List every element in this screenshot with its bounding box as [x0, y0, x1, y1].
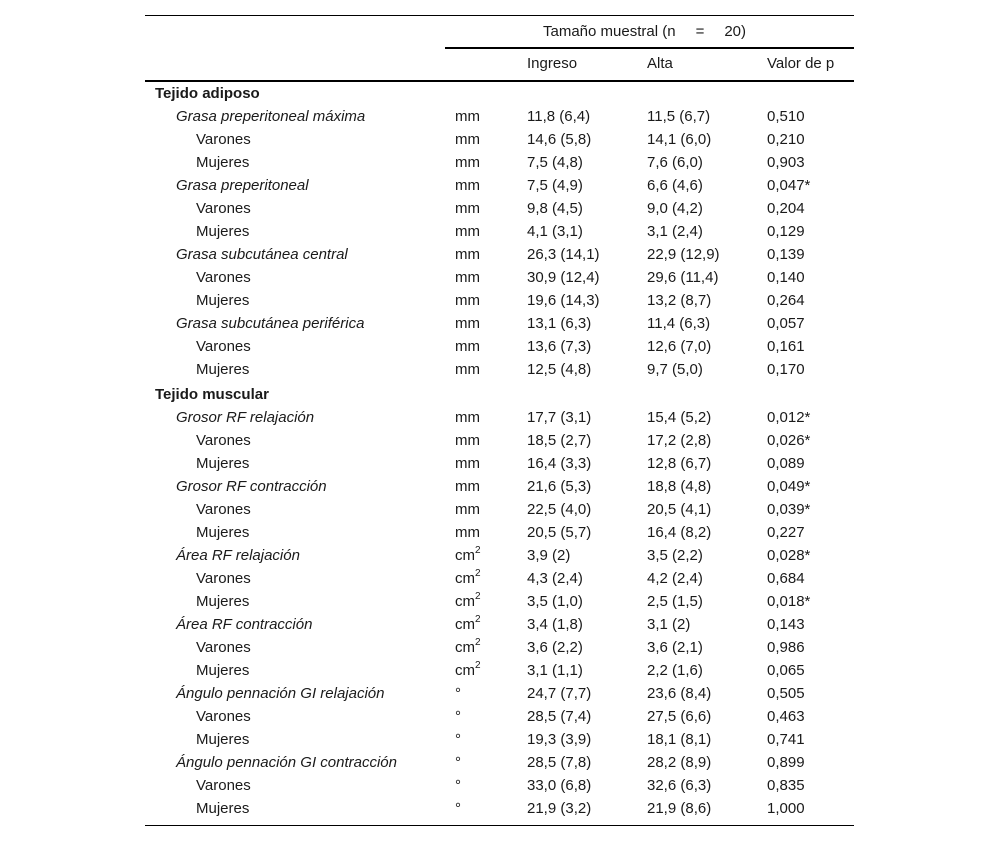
p-value: 0,039*	[767, 501, 811, 518]
variable-label: Área RF relajación	[176, 547, 300, 564]
unit-text: cm	[455, 616, 475, 633]
unit-text: mm	[455, 409, 480, 426]
ingreso-value: 12,5 (4,8)	[527, 361, 592, 378]
unit-text: mm	[455, 455, 480, 472]
unit-cell	[455, 269, 480, 287]
unit-superscript: 2	[475, 637, 481, 648]
p-value: 0,143	[767, 616, 805, 633]
unit-text: mm	[455, 108, 480, 125]
unit-cell	[455, 731, 461, 749]
subgroup-label: Varones	[196, 131, 251, 148]
subgroup-label: Varones	[196, 639, 251, 656]
unit-superscript: 2	[475, 545, 481, 556]
p-value: 0,210	[767, 131, 805, 148]
subgroup-label: Varones	[196, 570, 251, 587]
ingreso-value: 14,6 (5,8)	[527, 131, 592, 148]
variable-label: Ángulo pennación GI relajación	[176, 685, 385, 702]
unit-text: °	[455, 754, 461, 771]
p-value: 0,505	[767, 685, 805, 702]
p-value: 0,057	[767, 315, 805, 332]
ingreso-value: 7,5 (4,9)	[527, 177, 583, 194]
unit-text: mm	[455, 361, 480, 378]
ingreso-value: 4,1 (3,1)	[527, 223, 583, 240]
sample-size-label: Tamaño muestral (n	[543, 23, 676, 40]
p-value: 0,129	[767, 223, 805, 240]
unit-text: °	[455, 708, 461, 725]
ingreso-value: 22,5 (4,0)	[527, 501, 592, 518]
unit-text: °	[455, 777, 461, 794]
ingreso-value: 17,7 (3,1)	[527, 409, 592, 426]
ingreso-value: 4,3 (2,4)	[527, 570, 583, 587]
subgroup-label: Mujeres	[196, 154, 250, 171]
unit-superscript: 2	[475, 660, 481, 671]
variable-label: Área RF contracción	[176, 616, 313, 633]
alta-value: 12,8 (6,7)	[647, 455, 712, 472]
unit-text: mm	[455, 292, 480, 309]
section-heading: Tejido muscular	[155, 386, 269, 403]
unit-text: cm	[455, 593, 475, 610]
unit-text: mm	[455, 246, 480, 263]
subgroup-label: Mujeres	[196, 361, 250, 378]
ingreso-value: 21,9 (3,2)	[527, 800, 592, 817]
unit-text: mm	[455, 223, 480, 240]
variable-label: Grosor RF relajación	[176, 409, 315, 426]
subgroup-label: Mujeres	[196, 593, 250, 610]
alta-value: 4,2 (2,4)	[647, 570, 703, 587]
unit-cell	[455, 131, 480, 149]
p-value: 0,170	[767, 361, 805, 378]
p-value: 0,835	[767, 777, 805, 794]
sample-size-equals: =	[695, 23, 705, 40]
ingreso-value: 11,8 (6,4)	[527, 108, 591, 125]
alta-value: 3,1 (2,4)	[647, 223, 703, 240]
p-value: 0,986	[767, 639, 805, 656]
unit-text: cm	[455, 570, 475, 587]
unit-cell	[455, 455, 480, 473]
ingreso-value: 9,8 (4,5)	[527, 200, 583, 217]
section-heading: Tejido adiposo	[155, 85, 260, 102]
alta-value: 18,1 (8,1)	[647, 731, 712, 748]
alta-value: 27,5 (6,6)	[647, 708, 712, 725]
ingreso-value: 26,3 (14,1)	[527, 246, 600, 263]
ingreso-value: 3,5 (1,0)	[527, 593, 583, 610]
alta-value: 17,2 (2,8)	[647, 432, 712, 449]
header-group-rule	[445, 47, 854, 49]
ingreso-value: 3,6 (2,2)	[527, 639, 583, 656]
alta-value: 3,6 (2,1)	[647, 639, 703, 656]
unit-cell	[455, 223, 480, 241]
header-bottom-rule	[145, 80, 854, 82]
ingreso-value: 13,6 (7,3)	[527, 338, 592, 355]
unit-text: mm	[455, 154, 480, 171]
unit-text: °	[455, 800, 461, 817]
p-value: 0,018*	[767, 593, 811, 610]
ingreso-value: 21,6 (5,3)	[527, 478, 592, 495]
unit-cell	[455, 108, 480, 126]
p-value: 0,140	[767, 269, 805, 286]
p-value: 1,000	[767, 800, 805, 817]
unit-text: mm	[455, 478, 480, 495]
unit-cell	[455, 685, 461, 703]
p-value: 0,026*	[767, 432, 811, 449]
subgroup-label: Mujeres	[196, 292, 250, 309]
unit-cell	[455, 800, 461, 818]
alta-value: 16,4 (8,2)	[647, 524, 712, 541]
alta-value: 11,4 (6,3)	[647, 315, 711, 332]
ingreso-value: 18,5 (2,7)	[527, 432, 592, 449]
alta-value: 13,2 (8,7)	[647, 292, 712, 309]
unit-cell	[455, 501, 480, 519]
unit-text: mm	[455, 432, 480, 449]
alta-value: 14,1 (6,0)	[647, 131, 712, 148]
alta-value: 28,2 (8,9)	[647, 754, 712, 771]
p-value: 0,899	[767, 754, 805, 771]
ingreso-value: 28,5 (7,8)	[527, 754, 592, 771]
unit-cell	[455, 409, 480, 427]
p-value: 0,139	[767, 246, 805, 263]
alta-value: 2,2 (1,6)	[647, 662, 703, 679]
ingreso-value: 19,6 (14,3)	[527, 292, 600, 309]
subgroup-label: Mujeres	[196, 731, 250, 748]
unit-text: mm	[455, 269, 480, 286]
unit-superscript: 2	[475, 591, 481, 602]
alta-value: 12,6 (7,0)	[647, 338, 712, 355]
unit-cell	[455, 708, 461, 726]
unit-cell	[455, 246, 480, 264]
unit-text: mm	[455, 200, 480, 217]
ingreso-value: 13,1 (6,3)	[527, 315, 592, 332]
unit-cell	[455, 154, 480, 172]
p-value: 0,161	[767, 338, 805, 355]
unit-cell	[455, 315, 480, 333]
ingreso-value: 30,9 (12,4)	[527, 269, 600, 286]
p-value: 0,012*	[767, 409, 811, 426]
top-rule	[145, 15, 854, 16]
alta-value: 15,4 (5,2)	[647, 409, 712, 426]
p-value: 0,204	[767, 200, 805, 217]
unit-text: mm	[455, 177, 480, 194]
unit-text: °	[455, 685, 461, 702]
unit-cell	[455, 639, 481, 657]
unit-cell	[455, 616, 481, 634]
ingreso-value: 3,4 (1,8)	[527, 616, 583, 633]
p-value: 0,227	[767, 524, 805, 541]
alta-value: 3,1 (2)	[647, 616, 691, 633]
ingreso-value: 19,3 (3,9)	[527, 731, 592, 748]
subgroup-label: Varones	[196, 432, 251, 449]
unit-cell	[455, 547, 481, 565]
unit-cell	[455, 593, 481, 611]
variable-label: Grasa subcutánea periférica	[176, 315, 365, 332]
unit-text: mm	[455, 315, 480, 332]
unit-text: mm	[455, 338, 480, 355]
column-header-alta: Alta	[647, 55, 673, 72]
sample-size-header	[543, 23, 746, 41]
unit-cell	[455, 754, 461, 772]
unit-superscript: 2	[475, 568, 481, 579]
unit-cell	[455, 432, 480, 450]
alta-value: 20,5 (4,1)	[647, 501, 712, 518]
alta-value: 6,6 (4,6)	[647, 177, 703, 194]
variable-label: Grasa subcutánea central	[176, 246, 348, 263]
ingreso-value: 24,7 (7,7)	[527, 685, 592, 702]
subgroup-label: Mujeres	[196, 662, 250, 679]
subgroup-label: Varones	[196, 200, 251, 217]
unit-cell	[455, 200, 480, 218]
ingreso-value: 3,1 (1,1)	[527, 662, 583, 679]
unit-cell	[455, 777, 461, 795]
unit-text: cm	[455, 547, 475, 564]
sample-size-value: 20)	[724, 23, 747, 40]
unit-cell	[455, 478, 480, 496]
subgroup-label: Mujeres	[196, 455, 250, 472]
subgroup-label: Varones	[196, 777, 251, 794]
p-value: 0,028*	[767, 547, 811, 564]
alta-value: 23,6 (8,4)	[647, 685, 712, 702]
ingreso-value: 28,5 (7,4)	[527, 708, 592, 725]
unit-text: mm	[455, 131, 480, 148]
unit-cell	[455, 662, 481, 680]
p-value: 0,463	[767, 708, 805, 725]
unit-cell	[455, 361, 480, 379]
p-value: 0,264	[767, 292, 805, 309]
alta-value: 11,5 (6,7)	[647, 108, 711, 125]
subgroup-label: Mujeres	[196, 223, 250, 240]
bottom-rule	[145, 825, 854, 826]
alta-value: 18,8 (4,8)	[647, 478, 712, 495]
variable-label: Grasa preperitoneal máxima	[176, 108, 366, 125]
subgroup-label: Varones	[196, 269, 251, 286]
p-value: 0,903	[767, 154, 805, 171]
ingreso-value: 20,5 (5,7)	[527, 524, 592, 541]
subgroup-label: Varones	[196, 338, 251, 355]
unit-cell	[455, 524, 480, 542]
alta-value: 3,5 (2,2)	[647, 547, 703, 564]
subgroup-label: Mujeres	[196, 800, 250, 817]
column-header-ingreso: Ingreso	[527, 55, 578, 72]
p-value: 0,741	[767, 731, 805, 748]
p-value: 0,049*	[767, 478, 811, 495]
ingreso-value: 33,0 (6,8)	[527, 777, 592, 794]
variable-label: Grasa preperitoneal	[176, 177, 309, 194]
unit-cell	[455, 338, 480, 356]
alta-value: 22,9 (12,9)	[647, 246, 720, 263]
p-value: 0,065	[767, 662, 805, 679]
subgroup-label: Varones	[196, 708, 251, 725]
alta-value: 7,6 (6,0)	[647, 154, 703, 171]
unit-cell	[455, 570, 481, 588]
ingreso-value: 16,4 (3,3)	[527, 455, 592, 472]
p-value: 0,684	[767, 570, 805, 587]
ingreso-value: 3,9 (2)	[527, 547, 571, 564]
unit-cell	[455, 292, 480, 310]
subgroup-label: Mujeres	[196, 524, 250, 541]
p-value: 0,089	[767, 455, 805, 472]
unit-superscript: 2	[475, 614, 481, 625]
unit-text: °	[455, 731, 461, 748]
unit-text: mm	[455, 524, 480, 541]
alta-value: 21,9 (8,6)	[647, 800, 712, 817]
unit-cell	[455, 177, 480, 195]
alta-value: 9,0 (4,2)	[647, 200, 703, 217]
subgroup-label: Varones	[196, 501, 251, 518]
alta-value: 2,5 (1,5)	[647, 593, 703, 610]
p-value: 0,510	[767, 108, 805, 125]
column-header-p-value: Valor de p	[767, 55, 835, 72]
alta-value: 32,6 (6,3)	[647, 777, 712, 794]
unit-text: mm	[455, 501, 480, 518]
alta-value: 29,6 (11,4)	[647, 269, 719, 286]
variable-label: Ángulo pennación GI contracción	[176, 754, 397, 771]
unit-text: cm	[455, 639, 475, 656]
variable-label: Grosor RF contracción	[176, 478, 327, 495]
alta-value: 9,7 (5,0)	[647, 361, 703, 378]
unit-text: cm	[455, 662, 475, 679]
p-value: 0,047*	[767, 177, 811, 194]
ingreso-value: 7,5 (4,8)	[527, 154, 583, 171]
